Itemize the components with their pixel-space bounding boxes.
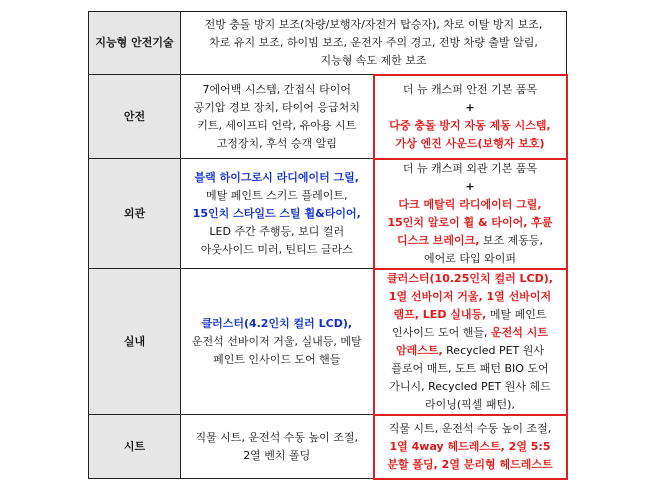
cell-fragment: 인사이드 도어 핸들, [392, 325, 492, 339]
seat-plus-cell [374, 415, 567, 479]
cell-line: 차로 유지 보조, 하이빔 보조, 운전자 주의 경고, 전방 차량 출발 알림, [209, 35, 538, 49]
cell-line: 직물 시트, 운전석 수동 높이 조절, [388, 421, 552, 435]
cell-line: 직물 시트, 운전석 수동 높이 조절, [195, 430, 359, 444]
cell-fragment: 보조 제동등, [479, 233, 543, 247]
table-row [89, 75, 567, 159]
cell-line: 아웃사이드 미러, 틴티드 글라스 [200, 242, 353, 256]
plus-sign: + [465, 179, 475, 193]
cell-line: 고정장치, 후석 승객 알림 [216, 136, 337, 150]
cell-line: 키트, 세이프티 언락, 유아용 시트 [197, 118, 357, 132]
table-row [89, 159, 567, 269]
cell-line: 블랙 하이그로시 라디에이터 그릴, [194, 170, 359, 184]
smart-safety-cell [181, 12, 567, 75]
cell-line: 더 뉴 캐스퍼 외관 기본 품목 [402, 161, 538, 175]
cell-fragment: 운전석 시트 [491, 325, 548, 339]
exterior-base-cell [181, 159, 374, 269]
cell-line: 클러스터(4.2인치 컬러 LCD), [201, 316, 353, 330]
safety-base-cell [181, 75, 374, 159]
row-header: 지능형 안전기술 [89, 12, 181, 75]
cell-line: 더 뉴 캐스퍼 안전 기본 품목 [402, 82, 538, 96]
cell-fragment: Recycled PET 원사 [442, 343, 545, 357]
cell-line: 가니시, Recycled PET 원사 헤드 [389, 379, 551, 393]
spec-table [88, 11, 568, 480]
cell-line: 가상 엔진 사운드(보행자 보호) [395, 136, 545, 150]
table-row [89, 269, 567, 415]
cell-line: 클러스터(10.25인치 컬러 LCD), [387, 271, 553, 285]
cell-line: 플로어 매트, 도트 패턴 BIO 도어 [391, 361, 549, 375]
interior-base-cell [181, 269, 374, 415]
cell-line: 라이닝(픽셀 패턴), [425, 397, 515, 411]
cell-line: 운전석 선바이저 거울, 실내등, 메탈 [191, 334, 362, 348]
cell-line: 에어로 타입 와이퍼 [423, 251, 516, 265]
cell-line: LED 주간 주행등, 보디 컬러 [209, 224, 345, 238]
cell-line: 다크 메탈릭 라디에이터 그릴, [398, 197, 542, 211]
cell-line: 1열 4way 헤드레스트, 2열 5:5 [389, 439, 551, 453]
cell-line: 7에어백 시스템, 간접식 타이어 [202, 82, 351, 96]
safety-plus-cell [374, 75, 567, 159]
cell-line: 1열 선바이저 거울, 1열 선바이저 [388, 289, 552, 303]
row-header: 실내 [89, 269, 181, 415]
cell-line: 페인트 인사이드 도어 핸들 [213, 352, 341, 366]
cell-line: 15인치 알로이 휠 & 타이어, 후륜 [387, 215, 553, 229]
plus-sign: + [465, 100, 475, 114]
cell-fragment: 암레스트, [395, 343, 443, 357]
cell-fragment: 디스크 브레이크, [396, 233, 480, 247]
interior-plus-cell [374, 269, 567, 415]
cell-line [375, 306, 566, 324]
cell-line: 다중 충돌 방지 자동 제동 시스템, [389, 118, 551, 132]
cell-fragment: 램프, LED 실내등, [393, 307, 487, 321]
table-row [89, 12, 567, 75]
cell-line: 2열 벤치 폴딩 [243, 448, 311, 462]
exterior-plus-cell [374, 159, 567, 269]
table-row [89, 415, 567, 479]
row-header: 안전 [89, 75, 181, 159]
cell-line: 지능형 속도 제한 보조 [320, 53, 427, 67]
cell-line: 공기압 경보 장치, 타이어 응급처치 [193, 100, 360, 114]
cell-fragment: 메탈 페인트 [486, 307, 547, 321]
cell-line: 분할 폴딩, 2열 분리형 헤드레스트 [387, 457, 553, 471]
row-header: 시트 [89, 415, 181, 479]
cell-line: 메탈 페인트 스키드 플레이트, [206, 188, 348, 202]
cell-line [375, 232, 566, 250]
cell-line [375, 342, 566, 360]
row-header: 외관 [89, 159, 181, 269]
cell-line: 전방 충돌 방지 보조(차량/보행자/자전거 탑승자), 차로 이탈 방지 보조, [204, 17, 543, 31]
cell-line: 15인치 스타일드 스틸 휠&타이어, [192, 206, 361, 220]
cell-line [375, 324, 566, 342]
seat-base-cell [181, 415, 374, 479]
